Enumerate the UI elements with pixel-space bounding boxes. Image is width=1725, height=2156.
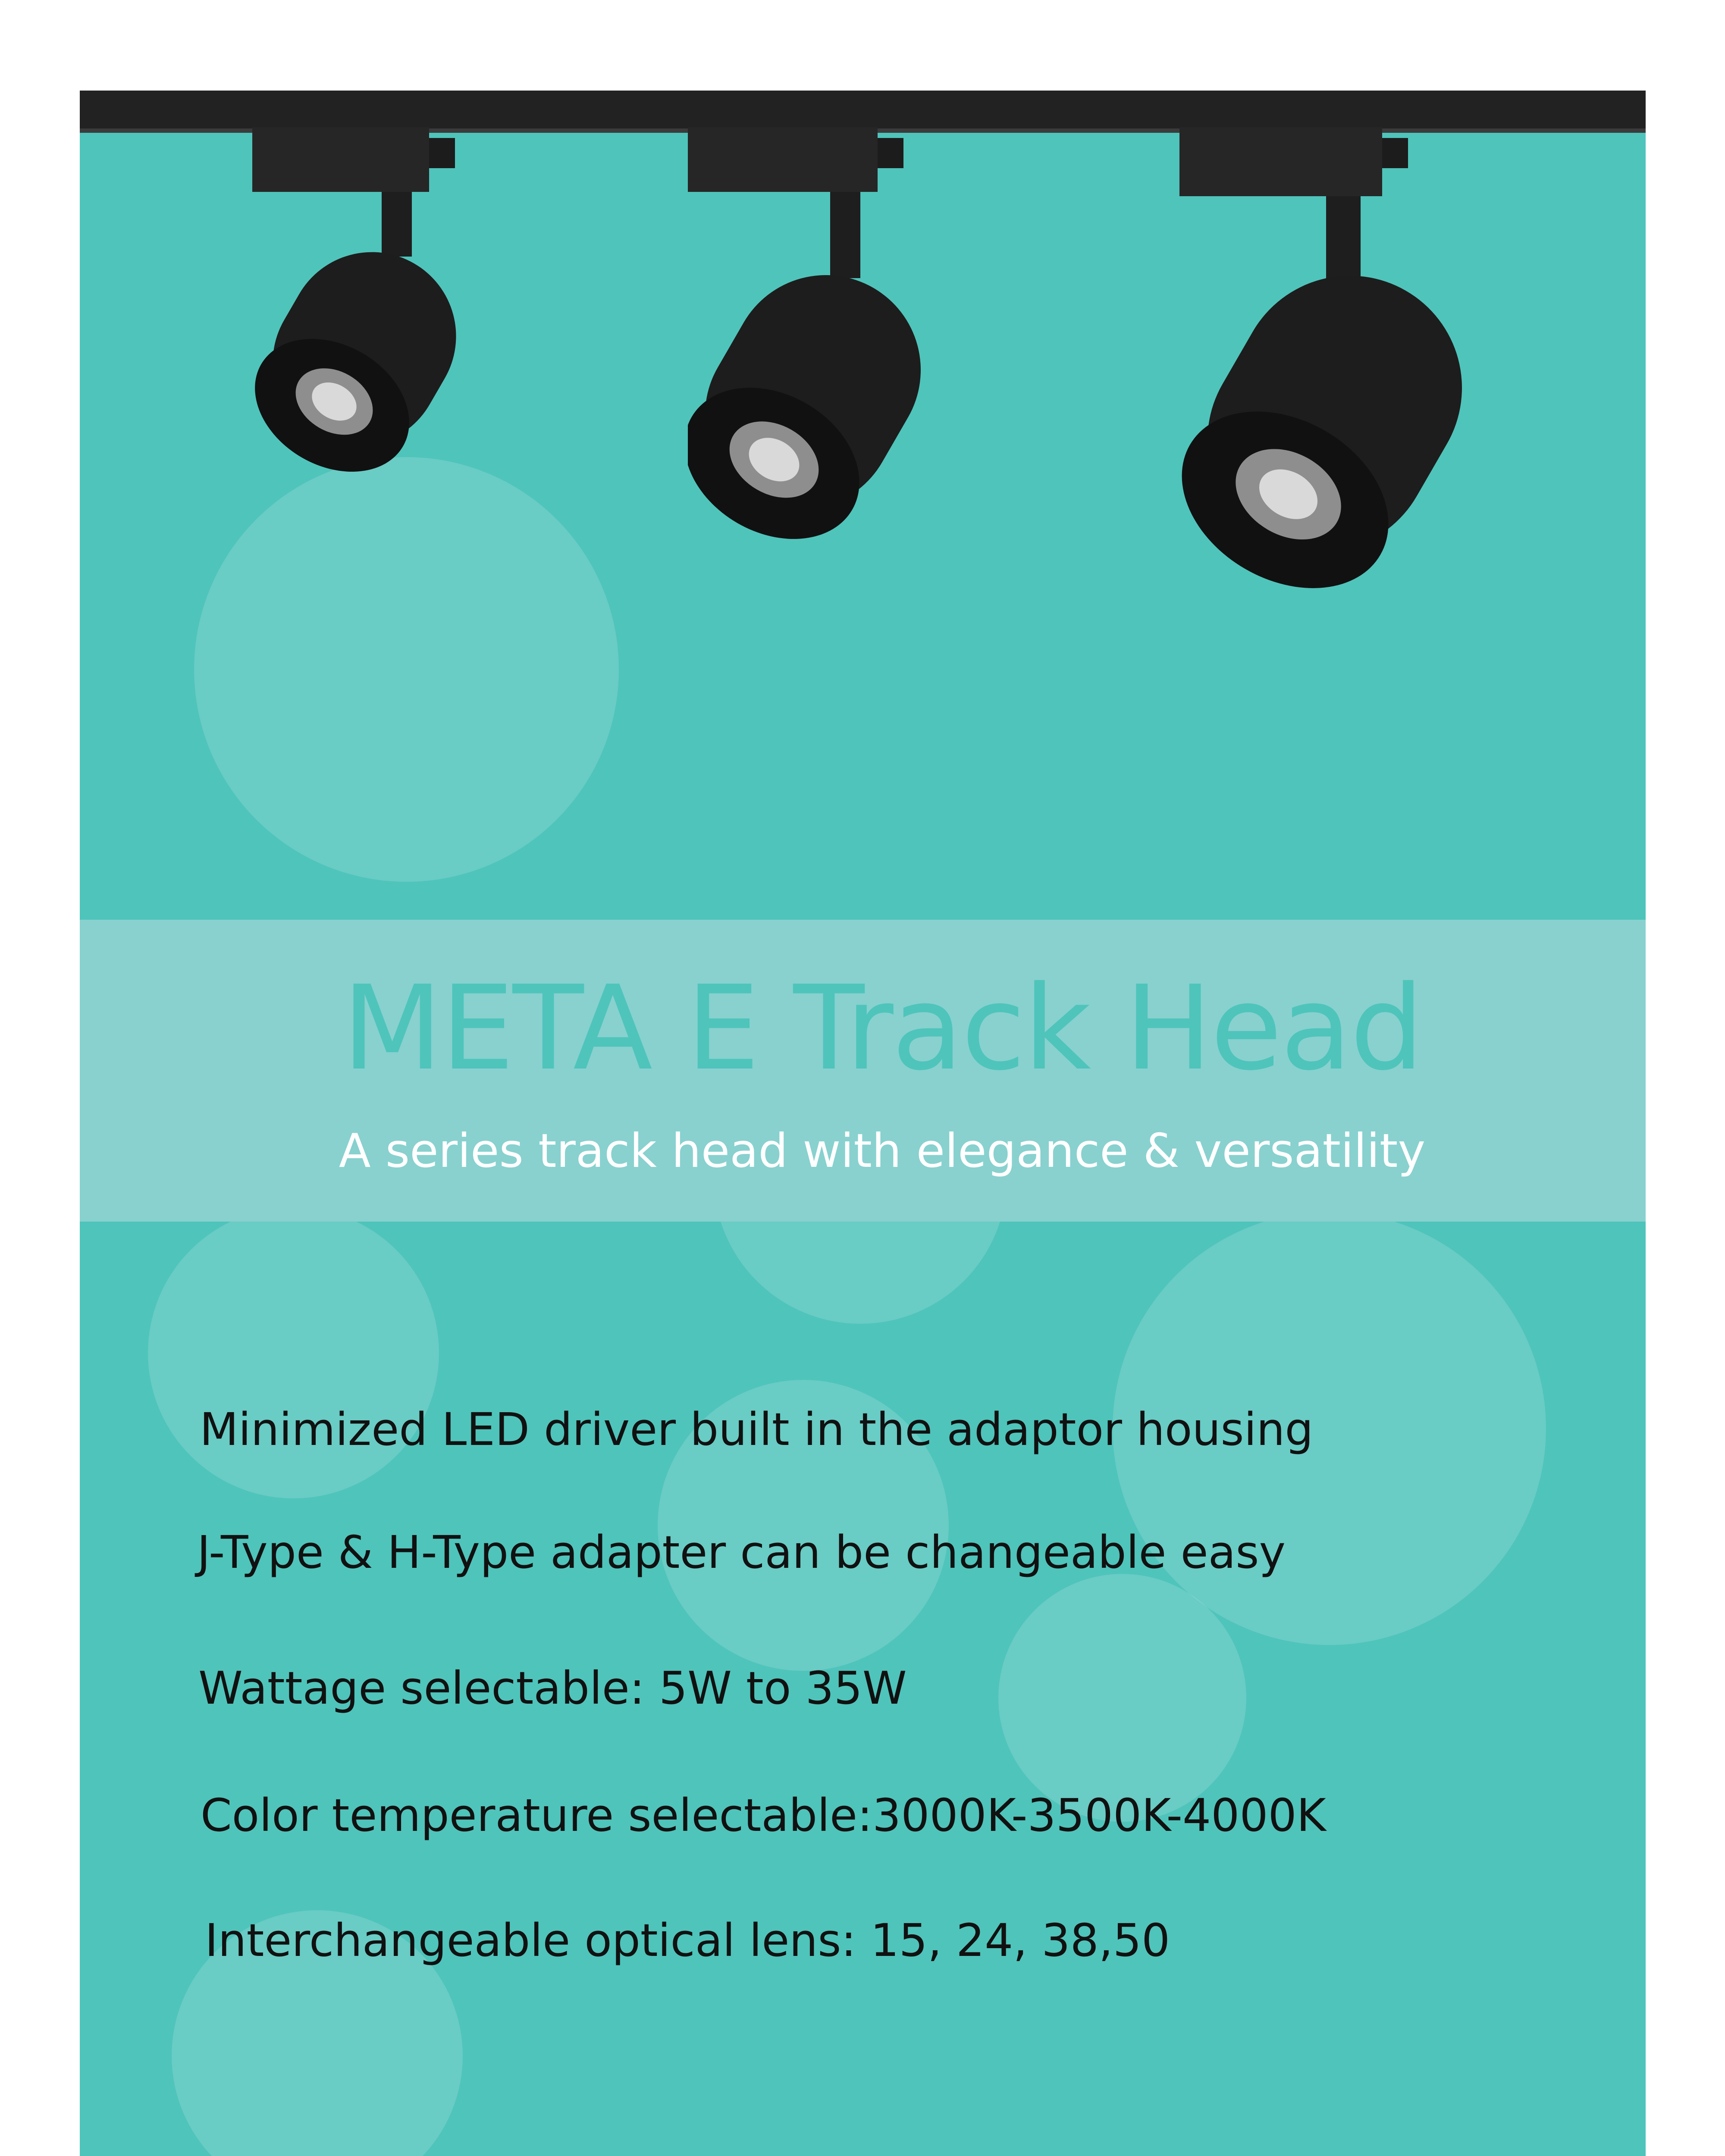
product-subtitle: A series track head with elegance & versatility <box>339 1124 1426 1178</box>
feature-item: Minimized LED driver built in the adaptor housing <box>200 1403 1314 1456</box>
feature-item: J-Type & H-Type adapter can be changeable easy <box>197 1526 1286 1579</box>
decor-bubble <box>998 1574 1246 1822</box>
feature-item: Interchangeable optical lens: 15, 24, 38,50 <box>205 1914 1170 1967</box>
track-light-medium-icon <box>688 116 929 569</box>
feature-item: Color temperature selectable:3000K-3500K-4000K <box>201 1789 1326 1842</box>
track-light-small-icon <box>252 116 477 505</box>
product-title: META E Track Head <box>342 960 1422 1096</box>
decor-bubble <box>194 457 619 882</box>
track-light-large-icon <box>1179 116 1490 599</box>
poster-panel <box>80 91 1646 2156</box>
feature-item: Wattage selectable: 5W to 35W <box>198 1662 907 1714</box>
